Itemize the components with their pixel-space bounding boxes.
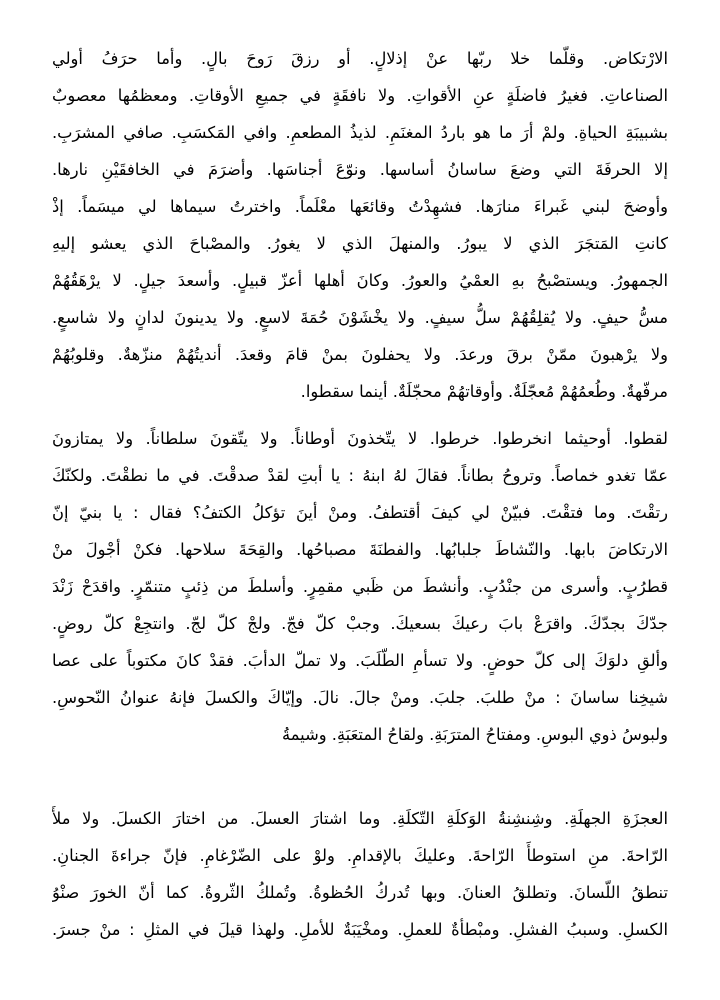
text-line: الارْتكاض. وقلّما خلا ربّها عنْ إذلالٍ. أو رزقَ رَوحَ بالٍ. وأما حرَفُ أولي [52,49,668,68]
text-line: الصناعاتِ. فغيرُ فاضلَةٍ عنِ الأقواتِ. ولا نافقَةٍ في جميعِ الأوقاتِ. ومعظمُها معصوبٌ [52,86,668,105]
text-line: جدّكَ بجدّكَ. واقرَعْ بابَ رعيكَ بسعيكَ. وجبْ كلّ فجّ. ولجْ كلّ لجّ. وانتجِعْ كلّ روضٍ. [52,614,668,633]
text-line: لقطوا. أوحيثما انخرطوا. خرطوا. لا يتّخذونَ أوطاناً. ولا يتّقونَ سلطاناً. ولا يمتازونَ [52,429,668,448]
text-line: إلا الحرفَةَ التي وضعَ ساسانُ أساسها. ونوّعَ أجناسَها. وأضرَمَ في الخافقَيْنِ نارها. [52,160,668,179]
paragraph-2 [52,420,668,753]
text-line: عمّا تغدو خماصاً. وتروحُ بطاناً. فقالَ لهُ ابنهُ : يا أبتِ لقدْ صدقْتَ. في ما نطقْتَ. ولكنّكَ [52,466,668,485]
text-line: مرفّهةٌ. وطُعمُهُمْ مُعجّلَةٌ. وأوقاتهُمْ محجّلَةٌ. أينما سقطوا. [300,382,668,401]
text-line: بشبيبَةِ الحياةِ. ولمْ أرَ ما هو باردُ المغنَمِ. لذيذُ المطعمِ. وافي المَكسَبِ. صافي المشرَبِ. [52,123,668,142]
text-line: وألقِ دلوَكَ إلى كلّ حوضٍ. ولا تسأمِ الطّلَبَ. ولا تملّ الدأبَ. فقدْ كانَ مكتوباً على عصا [52,651,668,670]
text-line: الارتكاضَ بابها. والنّشاطَ جلبابُها. والفطنَةَ مصباحُها. والقِحَةَ سلاحها. فكنْ أجْولَ منْ [52,540,668,559]
text-line: العجزَةِ الجهلَةِ. وشِنشِنةُ الوَكلَةِ التّكلَةِ. وما اشتارَ العسلَ. من اختارَ الكسلَ. ولا ملأَ [52,809,668,828]
text-line: الجمهورُ. ويستصْبحُ بهِ العمْيُ والعورُ. وكانَ أهلها أعزّ قبيلٍ. وأسعدَ جيلٍ. لا يرْهَقُهُمْ [52,271,668,290]
text-line: ولا يرْهبونَ ممّنْ برقَ ورعدَ. ولا يحفلونَ بمنْ قامَ وقعدَ. أنديتُهُمْ منزّهةٌ. وقلوبُهُمْ [52,345,668,364]
text-line: قطرُبٍ. وأسرى من جنْدُبٍ. وأنشطَ من ظَبي مقمِرٍ. وأسلطَ من ذِئبٍ متنمّرٍ. واقدَحْ زَنْدَ [52,577,668,596]
text-line: الكسلِ. وسببُ الفشلِ. ومبْطأةٌ للعملِ. ومخْيَبَةٌ للأملِ. ولهذا قيلَ في المثلِ : منْ جسرَ. [52,920,668,939]
text-line: رتقْتَ. وما فتقْتَ. فبيّنْ لي كيفَ أقتطفُ. ومنْ أينَ تؤكلُ الكتفُ؟ فقال : يا بنيّ إنّ [52,503,668,522]
text-line: مسُّ حيفٍ. ولا يُقلِقُهُمْ سلُّ سيفٍ. ولا يخْشَوْنَ حُمَةَ لاسعٍ. ولا يدينونَ لدانٍ ولا شاسعٍ. [52,308,668,327]
text-line: ولبوسُ ذوي البوسِ. ومفتاحُ المترَبَةِ. ولقاحُ المتعَبَةِ. وشيمةُ [282,725,668,744]
text-line: شيخِنا ساسانَ : منْ طلبَ. جلبَ. ومنْ جالَ. نالَ. وإيّاكَ والكسلَ فإنهُ عنوانُ النّحوسِ. [52,688,668,707]
text-line: كانتِ المَتجَرَ الذي لا يبورُ. والمنهلَ الذي لا يغورُ. والمصْباحَ الذي يعشو إليهِ [52,234,668,253]
paragraph-3 [52,800,668,948]
text-line: الرّاحةَ. منِ استوطأَ الرّاحةَ. وعليكَ بالإقدامِ. ولوْ على الضّرْغامِ. فإنّ جراءةَ الجنانِ. [52,846,668,865]
paragraph-1 [52,40,668,410]
text-line: تنطقُ اللّسانَ. وتطلقُ العنانَ. وبها تُدركُ الحُظوةُ. وتُملكُ الثّروةُ. كما أنّ الخورَ صنْوُ [52,883,668,902]
text-line: وأوضحَ لبني غَبراءَ منارَها. فشهِدْتُ وقائعَها معْلَماً. واخترتُ سيماها لي ميسَماً. إذْ [52,197,668,216]
